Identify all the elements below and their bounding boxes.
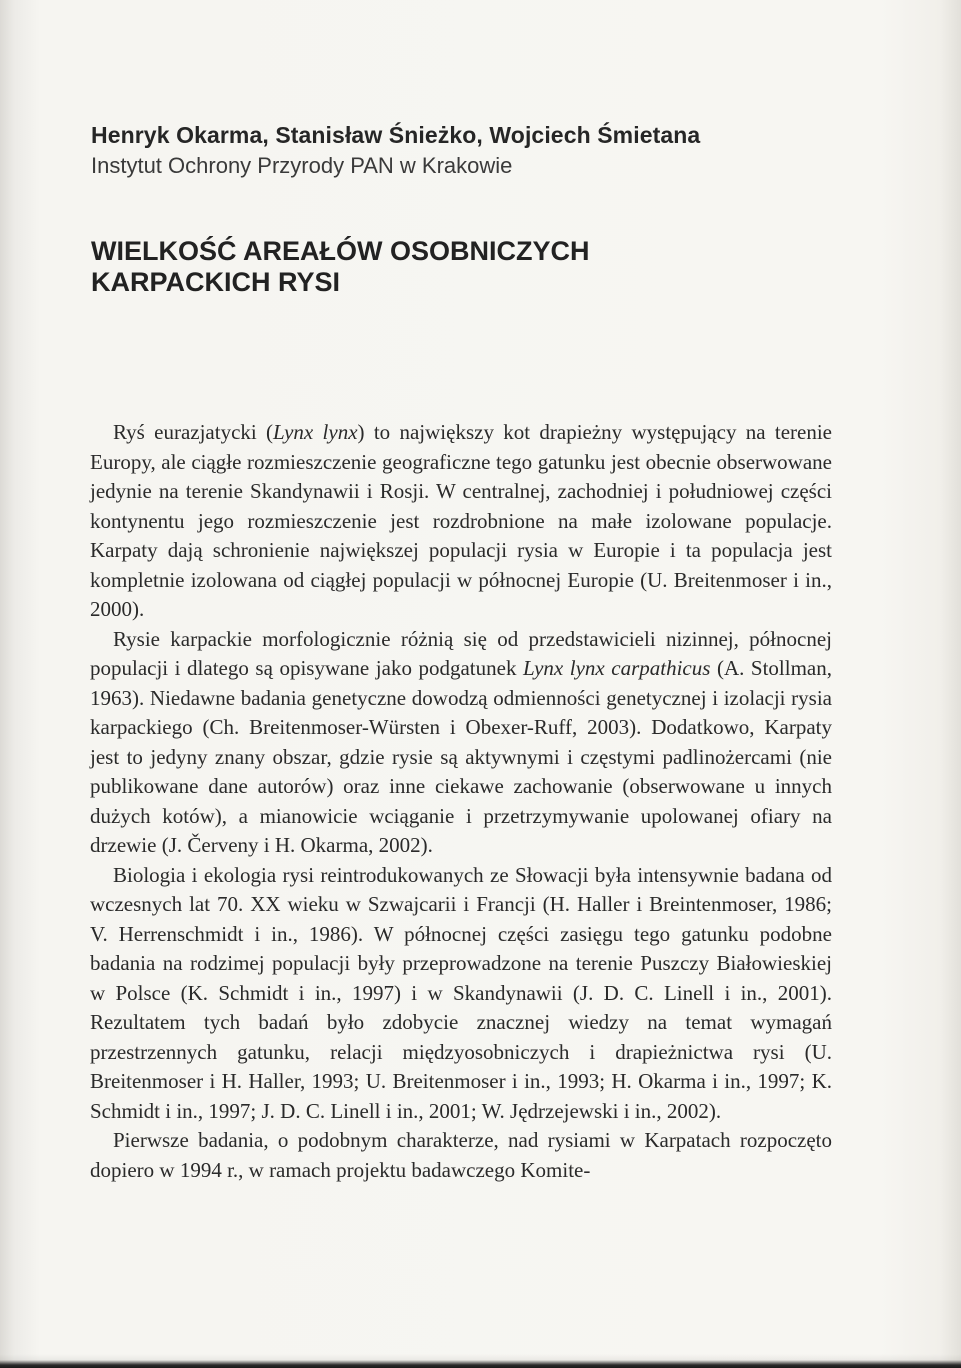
paragraph-1-text-a: Ryś eurazjatycki ( — [113, 420, 274, 444]
paragraph-2-text-c: (A. Stollman, 1963). Niedawne badania genetyczne dowodzą odmienności genetycznej i izolacji rysia karpackiego (Ch. Breitenmoser-Würsten i Obexer-Ruff, 2003). Dodatkowo, Karpaty jest to jedyny znany obszar, gdzie rysie są aktywnymi i częstymi padlinożercami (nie publikowane dane autorów) oraz inne ciekawe zachowanie (obserwowane u innych dużych kotów), a mianowicie wciąganie i przetrzymywanie upolowanej ofiary na drzewie (J. Červeny i H. Okarma, 2002). — [90, 656, 832, 857]
article-header — [91, 118, 871, 180]
paragraph-4: Pierwsze badania, o podobnym charakterze, nad rysiami w Karpatach rozpoczęto dopiero w 1994 r., w ramach projektu badawczego Komite- — [90, 1128, 832, 1182]
paragraph-1-text-c: ) to największy kot drapieżny występujący na terenie Europy, ale ciągłe rozmieszczenie geograficzne tego gatunku jest obecnie obserwowane jedynie na terenie Skandynawii i Rosji. W centralnej, zachodniej i południowej części kontynentu jego rozmieszczenie jest rozdrobnione na małe izolowane populacje. Karpaty dają schronienie największej populacji rysia w Europie i ta populacja jest kompletnie izolowana od ciągłej populacji w północnej Europie (U. Breitenmoser i in., 2000). — [90, 420, 832, 621]
page-bottom-edge — [0, 1354, 961, 1368]
paragraph-2-text-a: Rysie karpackie morfologicznie różnią się od przedstawicieli nizinnej, północnej populacji i dlatego są opisywane jako podgatunek — [90, 626, 832, 680]
paragraph-2 — [90, 625, 832, 861]
institute: Instytut Ochrony Przyrody PAN w Krakowie — [91, 153, 513, 178]
paragraph-1 — [90, 418, 832, 625]
species-name: Lynx lynx — [273, 420, 358, 444]
paragraph-3: Biologia i ekologia rysi reintrodukowanych ze Słowacji była intensywnie badana od wczesnych lat 70. XX wieku w Szwajcarii i Francji (H. Haller i Breintenmoser, 1986; V. Herrenschmidt i in., 1986). W północnej części zasięgu tego gatunku podobne badania na rodzimej populacji były przeprowadzone na terenie Puszczy Białowieskiej w Polsce (K. Schmidt i in., 1997) i w Skandynawii (J. D. C. Linell i in., 2001). Rezultatem tych badań było zdobycie znacznej wiedzy na temat wymagań przestrzennych gatunku, relacji międzyosobniczych i drapieżnictwa rysi (U. Breitenmoser i H. Haller, 1993; U. Breitenmoser i in., 1993; H. Okarma i in., 1997; K. Schmidt i in., 1997; J. D. C. Linell i in., 2001; W. Jędrzejewski i in., 2002). — [90, 862, 832, 1123]
article-body — [90, 418, 832, 1185]
title-line-1: WIELKOŚĆ AREAŁÓW OSOBNICZYCH — [91, 236, 590, 266]
title-line-2: KARPACKICH RYSI — [91, 267, 341, 297]
subspecies-name: Lynx lynx carpathicus — [523, 656, 711, 680]
article-title — [91, 236, 871, 298]
authors: Henryk Okarma, Stanisław Śnieżko, Wojciech Śmietana — [91, 122, 701, 148]
